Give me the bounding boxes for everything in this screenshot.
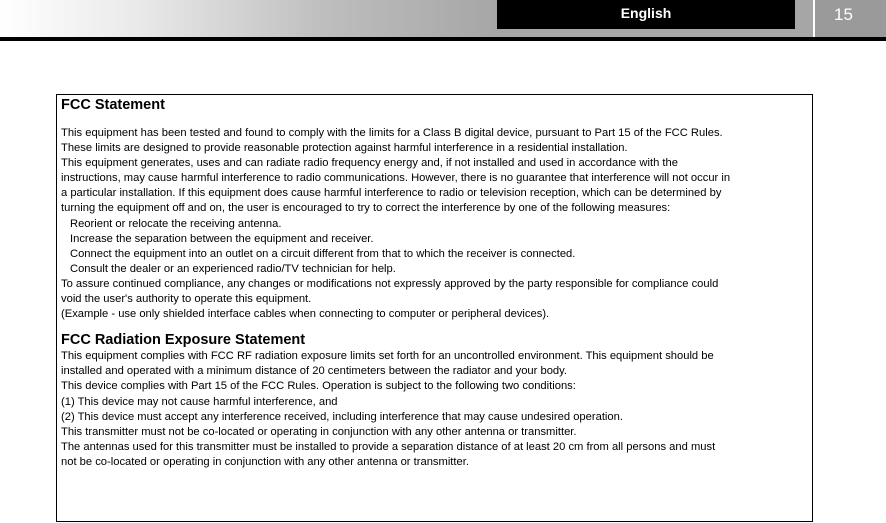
page-number: 15 [815,0,886,37]
paragraph-line: This equipment has been tested and found to comply with the limits for a Class B digital device, pursuant to Part 15 of the FCC Rules. [61,127,723,139]
paragraph-line: (1) This device may not cause harmful interference, and [61,395,338,408]
measure-item: Connect the equipment into an outlet on a circuit different from that to which the receiver is connected. [70,247,576,260]
paragraph-line: (Example - use only shielded interface cables when connecting to computer or peripheral devices). [61,308,550,321]
radiation-statement-title: FCC Radiation Exposure Statement [61,332,306,349]
paragraph-line: instructions, may cause harmful interference to radio communications. However, there is no guarantee that interference will not occur in [61,172,731,185]
paragraph-line: not be co-located or operating in conjunction with any other antenna or transmitter. [61,455,469,468]
paragraph-line: turning the equipment off and on, the user is encouraged to try to correct the interference by one of the following measures: [61,202,671,215]
paragraph-line: To assure continued compliance, any changes or modifications not expressly approved by the party responsible for compliance could [61,277,719,290]
paragraph-line: void the user's authority to operate this equipment. [61,293,312,306]
radiation-statement-body [61,349,812,470]
paragraph-line: This equipment complies with FCC RF radiation exposure limits set forth for an uncontrolled environment. This equipment should be [61,350,714,363]
fcc-content-box [56,94,813,522]
paragraph-line: This transmitter must not be co-located or operating in conjunction with any other antenna or transmitter. [61,425,577,438]
paragraph-line: These limits are designed to provide reasonable protection against harmful interference in a residential installation. [61,142,628,155]
paragraph-line: installed and operated with a minimum distance of 20 centimeters between the radiator and your body. [61,365,568,378]
paragraph-line: (2) This device must accept any interference received, including interference that may cause undesired operation. [61,410,623,423]
header-rule [0,37,886,41]
measure-item: Increase the separation between the equipment and receiver. [70,232,374,245]
paragraph-line: This device complies with Part 15 of the FCC Rules. Operation is subject to the following two conditions: [61,380,576,393]
measure-item: Consult the dealer or an experienced radio/TV technician for help. [70,262,396,275]
paragraph-line: a particular installation. If this equipment does cause harmful interference to radio or television reception, which can be determined by [61,187,722,200]
spacer [61,322,812,331]
paragraph-line: This equipment generates, uses and can radiate radio frequency energy and, if not installed and used in accordance with the [61,157,678,170]
fcc-statement-title: FCC Statement [61,97,165,113]
measure-item: Reorient or relocate the receiving antenna. [70,217,282,230]
spacer [61,114,812,126]
paragraph-line: The antennas used for this transmitter must be installed to provide a separation distance of at least 20 cm from all persons and must [61,440,716,453]
fcc-statement-body [61,126,812,322]
language-label: English [497,0,795,29]
